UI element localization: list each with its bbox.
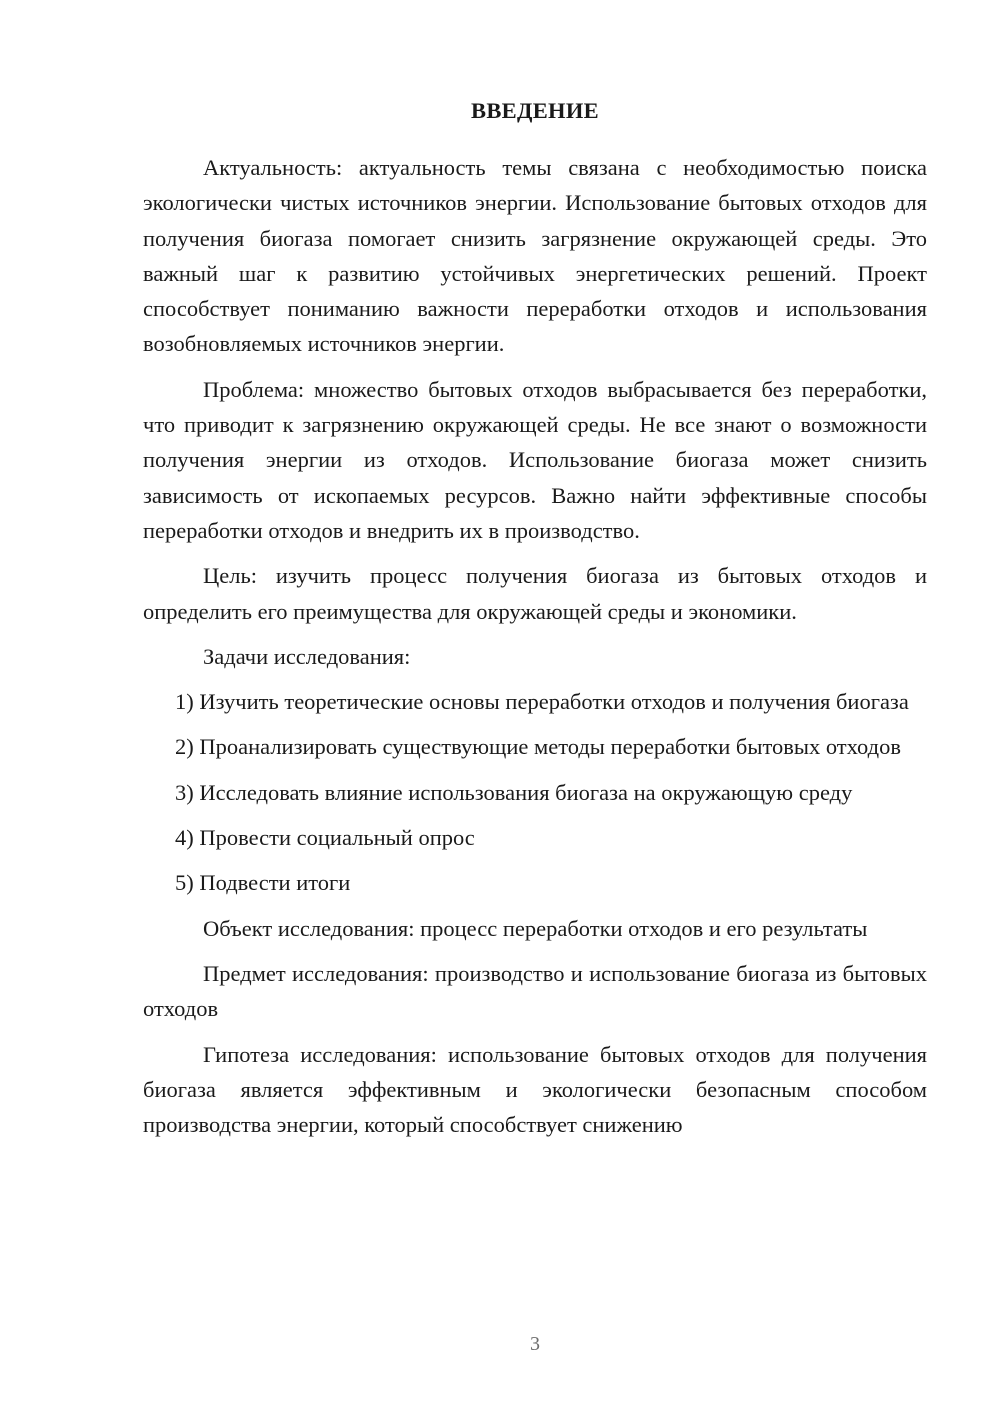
page-number: 3 <box>530 1333 540 1355</box>
paragraph-hypothesis: Гипотеза исследования: использование бытовых отходов для получения биогаза является эффективным и экологически безопасным способом производства энергии, который способствует снижению <box>143 1041 927 1138</box>
task-item-5: 5) Подвести итоги <box>175 870 351 896</box>
task-item-1: 1) Изучить теоретические основы переработки отходов и получения биогаза <box>175 689 909 715</box>
paragraph-object: Объект исследования: процесс переработки отходов и его результаты <box>203 915 868 941</box>
tasks-heading: Задачи исследования: <box>203 643 411 669</box>
paragraph-subject: Предмет исследования: производство и использование биогаза из бытовых отходов <box>143 960 927 1022</box>
paragraph-goal: Цель: изучить процесс получения биогаза из бытовых отходов и определить его преимущества для окружающей среды и экономики. <box>143 563 927 624</box>
paragraph-relevance: Актуальность: актуальность темы связана с необходимостью поиска экологически чистых источников энергии. Использование бытовых отходов для получения биогаза помогает снизить загрязнение окружающей среды. Это важный шаг к развитию устойчивых энергетических решений. Проект способствует пониманию важности переработки отходов и использования возобновляемых источников энергии. <box>143 155 927 357</box>
tasks-list <box>143 684 927 900</box>
paragraph-problem: Проблема: множество бытовых отходов выбрасывается без переработки, что приводит к загрязнению окружающей среды. Не все знают о возможности получения энергии из отходов. Использование биогаза может снизить зависимость от ископаемых ресурсов. Важно найти эффективные способы переработки отходов и внедрить их в производство. <box>143 376 927 543</box>
task-item-3: 3) Исследовать влияние использования биогаза на окружающую среду <box>175 779 853 805</box>
task-item-4: 4) Провести социальный опрос <box>175 825 475 851</box>
section-title: ВВЕДЕНИЕ <box>471 98 599 123</box>
task-item-2: 2) Проанализировать существующие методы переработки бытовых отходов <box>175 734 901 760</box>
document-page <box>143 92 927 1152</box>
